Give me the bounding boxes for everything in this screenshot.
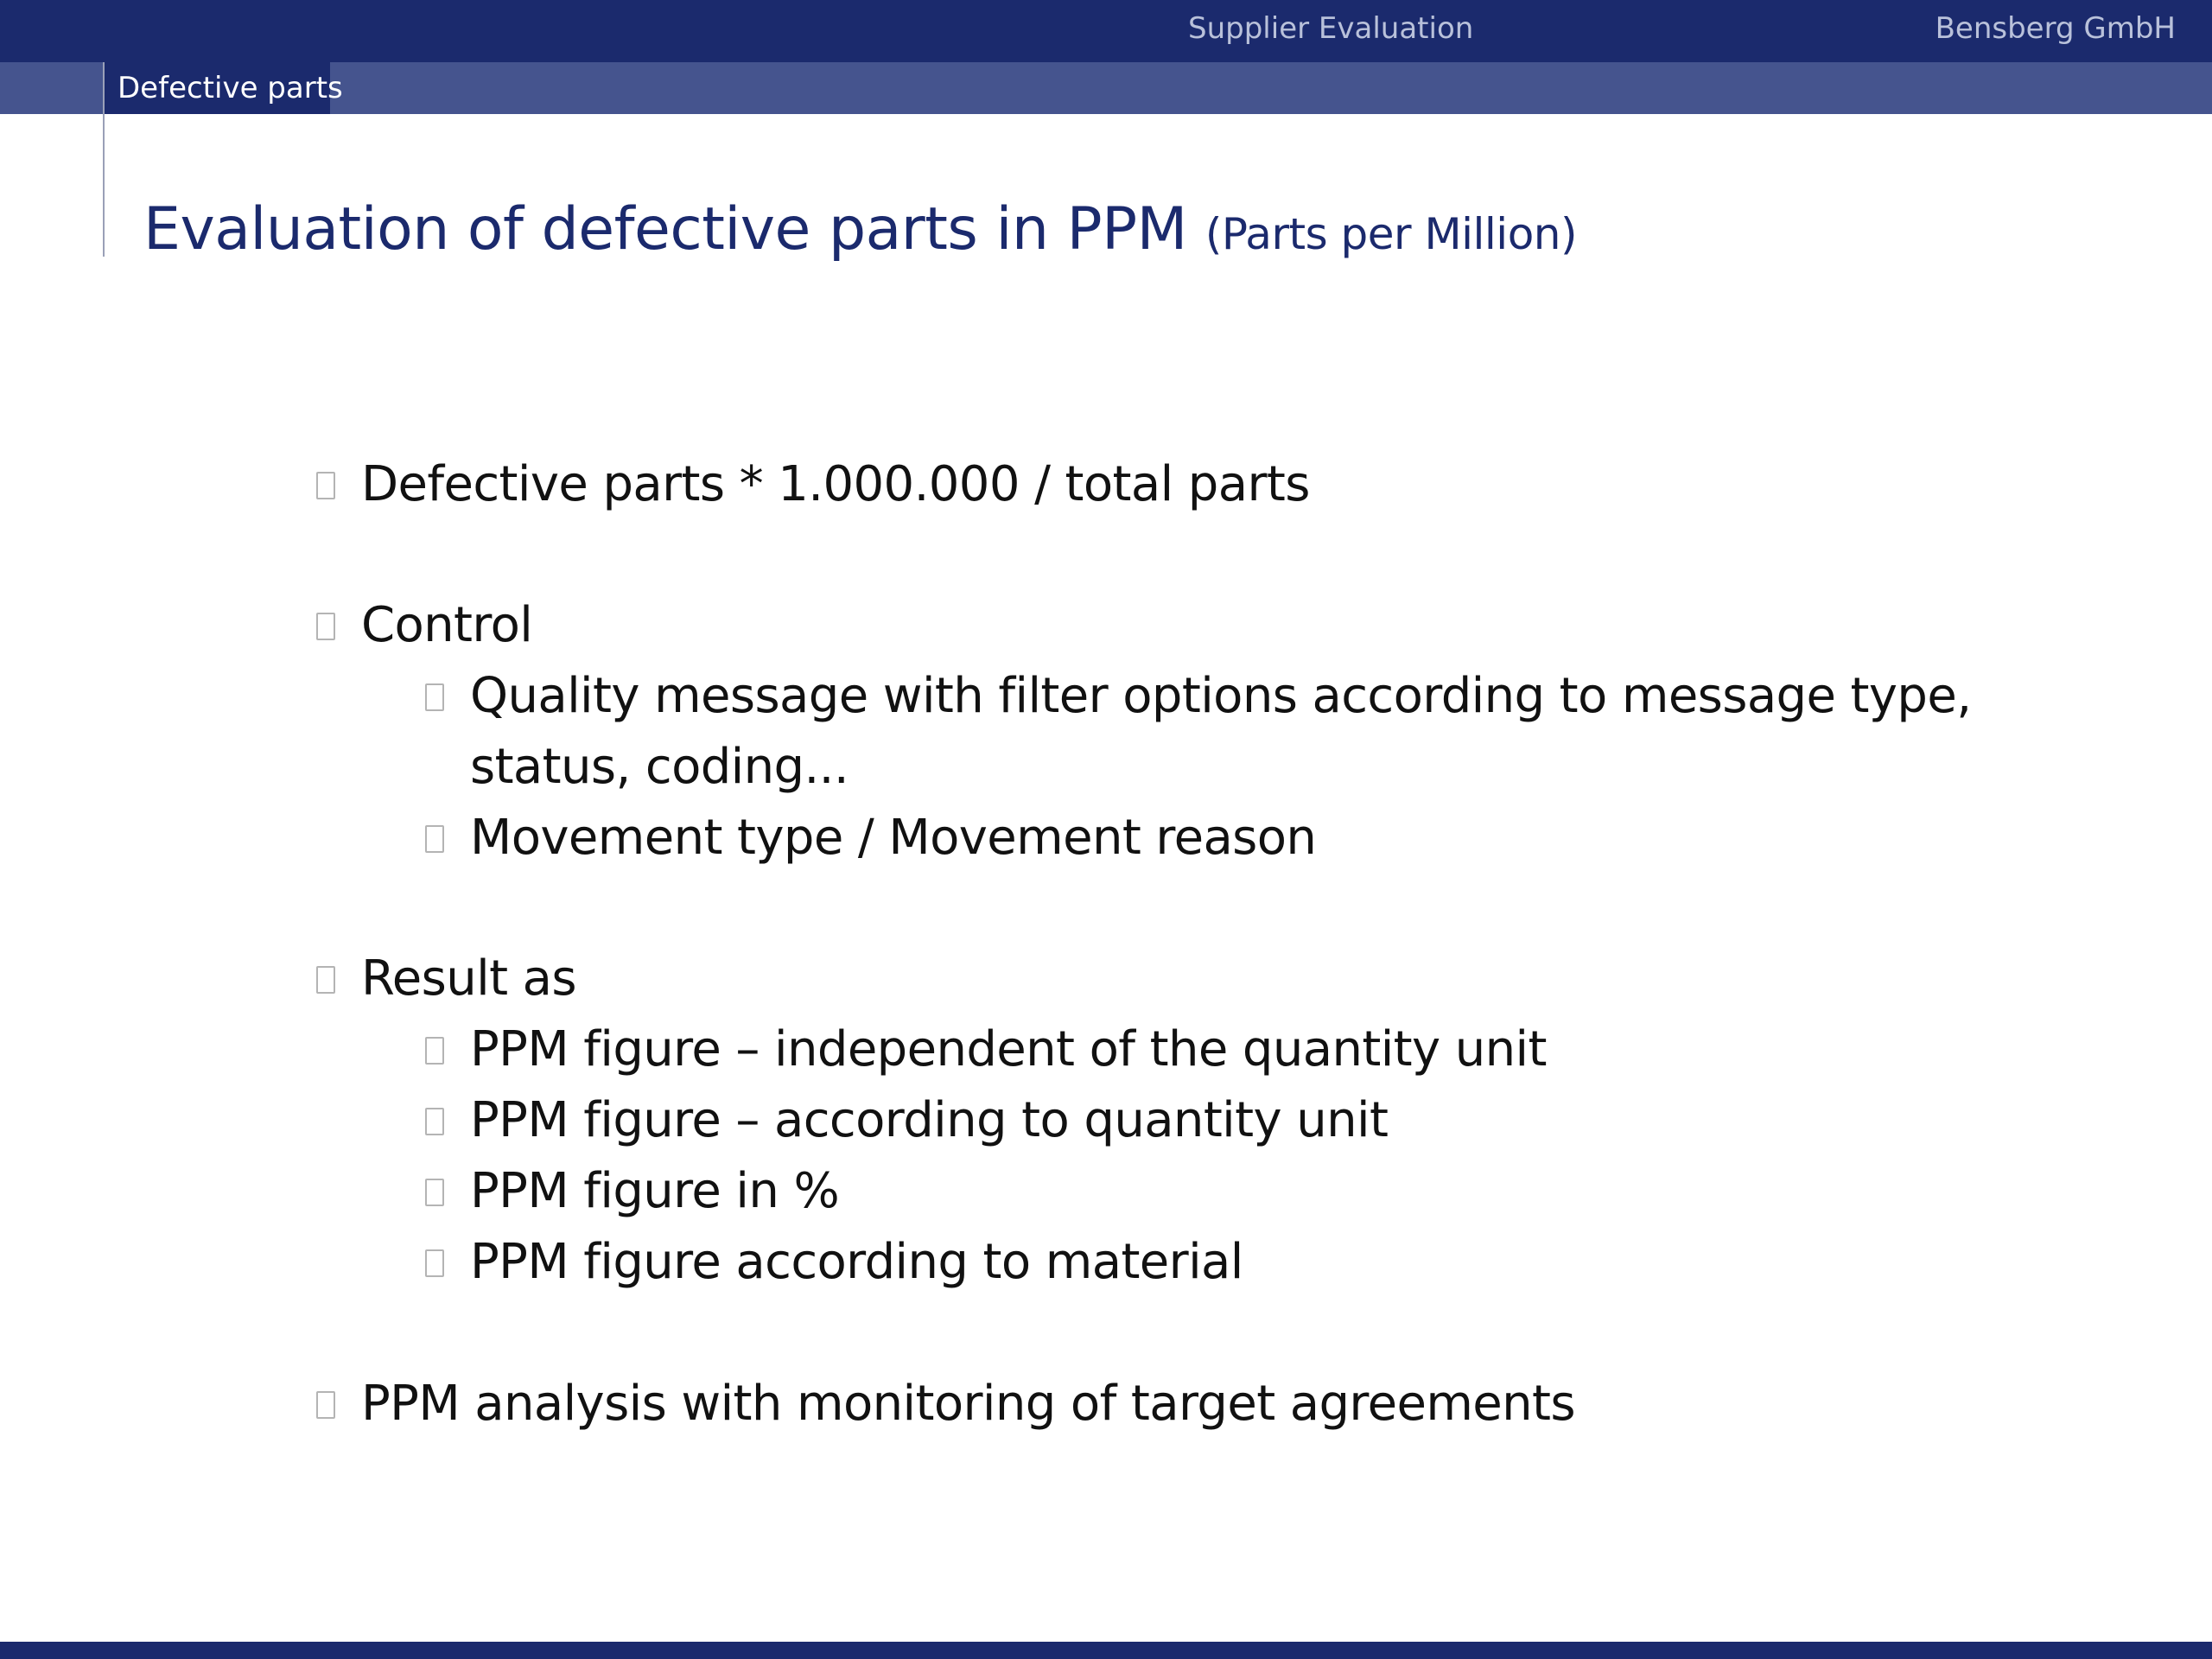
bullet-movement-type: Movement type / Movement reason xyxy=(470,810,1317,866)
bullet-result-as: Result as xyxy=(361,950,576,1007)
bullet-square-icon xyxy=(316,472,335,499)
bullet-ppm-analysis: PPM analysis with monitoring of target agreements xyxy=(361,1376,1575,1432)
bullet-ppm-material: PPM figure according to material xyxy=(470,1234,1243,1290)
bullet-square-icon xyxy=(316,1391,335,1419)
bullet-square-icon xyxy=(425,825,444,853)
bullet-square-icon xyxy=(316,613,335,640)
footer-bar xyxy=(0,1642,2212,1659)
bullet-square-icon xyxy=(425,1179,444,1206)
company-name: Bensberg GmbH xyxy=(1935,11,2176,46)
bullet-control: Control xyxy=(361,597,533,653)
bullet-formula: Defective parts * 1.000.000 / total parts xyxy=(361,456,1310,512)
title-subtitle: (Parts per Million) xyxy=(1205,209,1577,259)
presentation-title: Supplier Evaluation xyxy=(1188,11,1474,46)
bullet-square-icon xyxy=(316,966,335,994)
bullet-square-icon xyxy=(425,1037,444,1065)
bullet-quality-message: Quality message with filter options according to message type, xyxy=(470,668,1972,724)
bullet-ppm-independent: PPM figure – independent of the quantity unit xyxy=(470,1021,1547,1077)
bullet-square-icon xyxy=(425,1108,444,1135)
bullet-square-icon xyxy=(425,683,444,711)
title-main: Evaluation of defective parts in PPM xyxy=(143,195,1187,264)
bullet-square-icon xyxy=(425,1249,444,1277)
bullet-ppm-percent: PPM figure in % xyxy=(470,1163,840,1219)
bullet-ppm-quantity-unit: PPM figure – according to quantity unit xyxy=(470,1092,1389,1148)
bullet-quality-message-cont: status, coding... xyxy=(470,739,849,795)
section-tab-defective-parts: Defective parts xyxy=(105,62,330,114)
